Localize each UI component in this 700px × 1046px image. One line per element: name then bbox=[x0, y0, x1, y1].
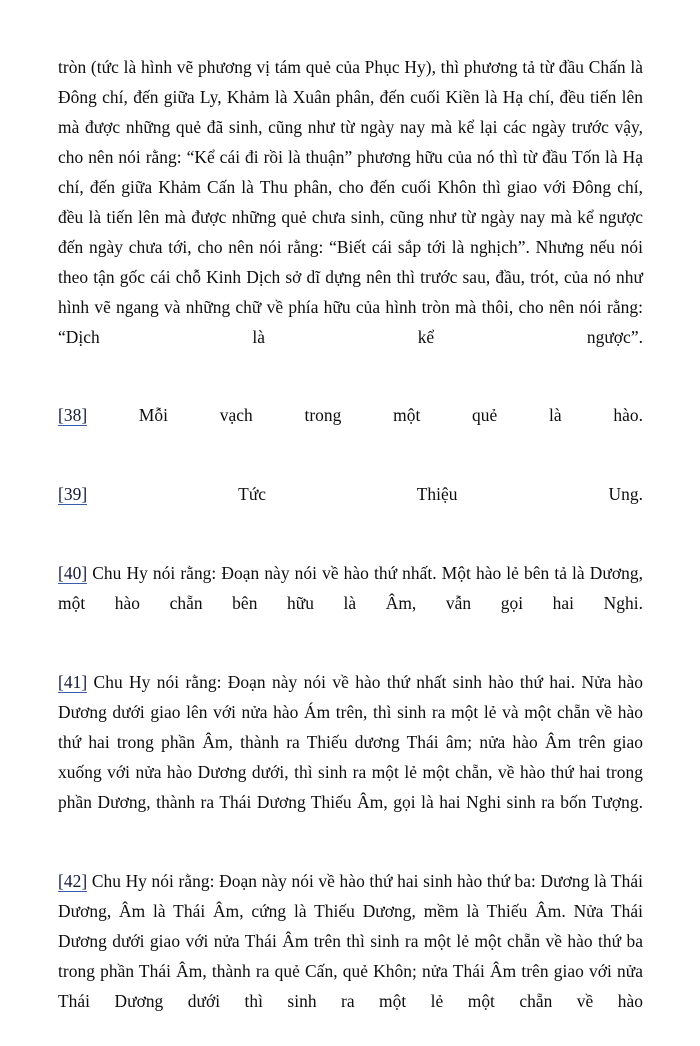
paragraph-text: tròn (tức là hình vẽ phương vị tám quẻ của Phục Hy), thì phương tả từ đầu Chấn là Đông chí, đến giữa Ly, Khảm là Xuân phân, đến cuối Kiền là Hạ chí, đều tiến lên mà được những quẻ đã sinh, cũng như từ ngày nay mà kể lại các ngày trước vậy, cho nên nói rằng: “Kể cái đi rồi là thuận” phương hữu của nó thì từ đầu Tốn là Hạ chí, đến giữa Khảm Cấn là Thu phân, cho đến cuối Khôn thì giao với Đông chí, đều là tiến lên mà được những quẻ chưa sinh, cũng như từ ngày nay mà kể ngược đến ngày chưa tới, cho nên nói rằng: “Biết cái sắp tới là nghịch”. Nhưng nếu nói theo tận gốc cái chỗ Kinh Dịch sở dĩ dựng nên thì trước sau, đầu, trót, của nó như hình vẽ ngang và những chữ về phía hữu của hình tròn mà thôi, cho nên nói rằng: “Dịch là kể ngược”. bbox=[58, 57, 643, 347]
paragraph-text: Mỗi vạch trong một quẻ là hào. bbox=[138, 405, 643, 425]
footnote-entry-40 bbox=[58, 558, 643, 648]
footnote-ref-link-39[interactable]: [39] bbox=[58, 484, 88, 504]
footnote-text-38 bbox=[87, 405, 139, 425]
footnote-entry-42 bbox=[58, 866, 643, 1046]
document-body bbox=[58, 52, 643, 1046]
footnote-ref-link-40[interactable]: [40] bbox=[58, 563, 88, 583]
footnote-entry-38 bbox=[58, 400, 643, 460]
paragraph-text: Chu Hy nói rằng: Đoạn này nói về hào thứ nhất. Một hào lẻ bên tả là Dương, một hào chẵn bên hữu là Âm, vẫn gọi hai Nghi. bbox=[58, 563, 643, 613]
paragraph-continuation bbox=[58, 52, 643, 382]
paragraph-text: Chu Hy nói rằng: Đoạn này nói về hào thứ nhất sinh hào thứ hai. Nửa hào Dương dưới giao lên với nửa hào Ám trên, thì sinh ra một lẻ và một chẵn về hào thứ hai trong phần Âm, thành ra Thiếu dương Thái âm; nửa hào Âm trên giao xuống với nửa hào Dương dưới, thì sinh ra một lẻ một chẵn, về hào thứ hai trong phần Dương, thành ra Thái Dương Thiếu Âm, gọi là hai Nghi sinh ra bốn Tượng. bbox=[58, 672, 643, 812]
footnote-entry-41 bbox=[58, 667, 643, 847]
footnote-ref-link-41[interactable]: [41] bbox=[58, 672, 88, 692]
footnote-space-39 bbox=[87, 484, 238, 504]
footnote-entry-39 bbox=[58, 479, 643, 539]
footnote-ref-link-42[interactable]: [42] bbox=[58, 871, 88, 891]
paragraph-text: Chu Hy nói rằng: Đoạn này nói về hào thứ hai sinh hào thứ ba: Dương là Thái Dương, Âm là Thái Âm, cứng là Thiếu Dương, mềm là Thiếu Âm. Nửa Thái Dương dưới giao với nửa Thái Âm trên thì sinh ra một lẻ một chẵn về hào thứ ba trong phần Thái Âm, thành ra quẻ Cấn, quẻ Khôn; nửa Thái Âm trên giao với nửa Thái Dương dưới thì sinh ra một lẻ một chẵn về hào bbox=[58, 871, 643, 1011]
paragraph-text: Tức Thiệu Ung. bbox=[238, 484, 643, 504]
footnote-ref-link-38[interactable]: [38] bbox=[58, 405, 88, 425]
